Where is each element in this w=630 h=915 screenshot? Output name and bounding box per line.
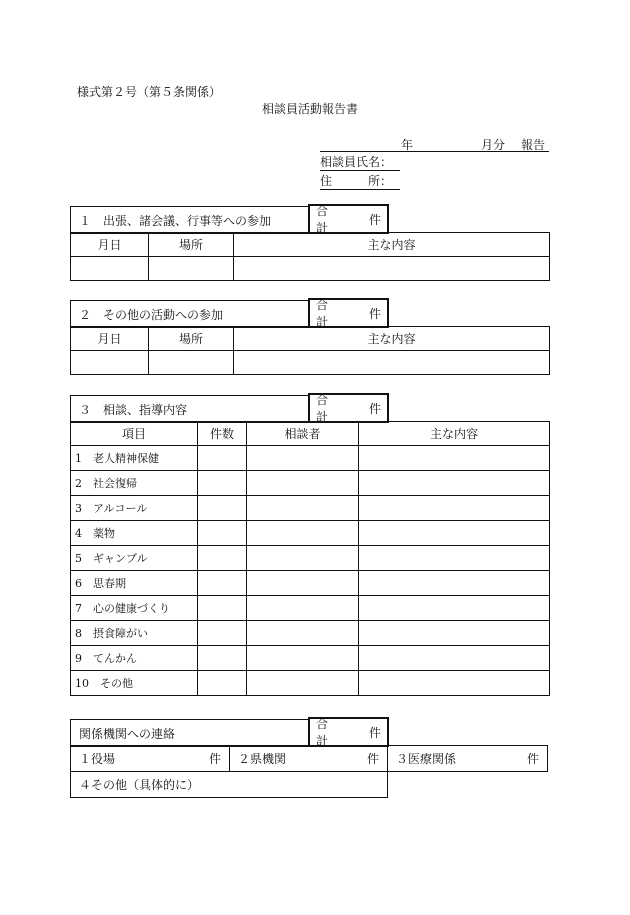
contact-other[interactable] [70, 771, 388, 798]
total-label: 合計 [316, 204, 329, 235]
contact-prefecture[interactable] [229, 745, 388, 772]
count-cell[interactable] [198, 621, 247, 646]
consulter-cell[interactable] [247, 546, 359, 571]
counselor-name-label: 相談員氏名： [320, 153, 400, 171]
count-cell[interactable] [198, 521, 247, 546]
col-item: 項目 [71, 422, 198, 446]
section4-total-box [308, 717, 389, 747]
section4-title: 関係機関への連絡 [70, 719, 308, 747]
content-cell[interactable] [359, 471, 550, 496]
section1-total-box [308, 204, 389, 234]
total-label: 合計 [316, 717, 329, 748]
date-cell[interactable] [71, 351, 149, 375]
consulter-cell[interactable] [247, 596, 359, 621]
section3-total-box [308, 393, 389, 423]
content-cell[interactable] [359, 446, 550, 471]
total-label: 合計 [316, 393, 329, 424]
item-drugs: 4 薬物 [71, 521, 198, 546]
count-cell[interactable] [198, 471, 247, 496]
content-cell[interactable] [234, 257, 550, 281]
item-epilepsy: 9 てんかん [71, 646, 198, 671]
col-content: 主な内容 [359, 422, 550, 446]
place-cell[interactable] [149, 257, 234, 281]
consulter-cell[interactable] [247, 496, 359, 521]
section1-table [70, 232, 550, 281]
consulter-cell[interactable] [247, 521, 359, 546]
col-content: 主な内容 [234, 233, 550, 257]
form-number: 様式第２号（第５条関係） [77, 85, 222, 99]
count-unit: 件 [208, 752, 221, 766]
count-cell[interactable] [198, 446, 247, 471]
year-label: 年 [401, 138, 414, 152]
col-place: 場所 [149, 327, 234, 351]
place-cell[interactable] [149, 351, 234, 375]
contact-town-office[interactable] [70, 745, 230, 772]
consulter-cell[interactable] [247, 471, 359, 496]
document-title: 相談員活動報告書 [262, 102, 359, 116]
content-cell[interactable] [359, 546, 550, 571]
total-label: 合計 [316, 298, 329, 329]
count-unit: 件 [368, 306, 381, 321]
item-other: 10 その他 [71, 671, 198, 696]
count-unit: 件 [368, 401, 381, 416]
count-cell[interactable] [198, 571, 247, 596]
col-consulter: 相談者 [247, 422, 359, 446]
content-cell[interactable] [359, 646, 550, 671]
col-content: 主な内容 [234, 327, 550, 351]
section2-title: ２ その他の活動への参加 [70, 300, 308, 328]
col-place: 場所 [149, 233, 234, 257]
count-cell[interactable] [198, 496, 247, 521]
item-elderly-mental-health: 1 老人精神保健 [71, 446, 198, 471]
date-cell[interactable] [71, 257, 149, 281]
count-cell[interactable] [198, 596, 247, 621]
section2-header [70, 300, 389, 328]
count-unit: 件 [366, 752, 379, 766]
count-unit: 件 [526, 752, 539, 766]
section2-table [70, 326, 550, 375]
contact-label: ４その他（具体的に） [79, 778, 200, 792]
col-date: 月日 [71, 233, 149, 257]
content-cell[interactable] [359, 496, 550, 521]
contact-label: ２県機関 [238, 752, 287, 766]
count-cell[interactable] [198, 671, 247, 696]
section3-table [70, 421, 550, 696]
count-cell[interactable] [198, 646, 247, 671]
report-period-line [320, 137, 549, 152]
section3-header [70, 395, 389, 423]
contact-label: ３医療関係 [396, 752, 457, 766]
content-cell[interactable] [359, 521, 550, 546]
count-unit: 件 [368, 212, 381, 227]
item-mental-wellness: 7 心の健康づくり [71, 596, 198, 621]
contact-label: １役場 [79, 752, 116, 766]
col-count: 件数 [198, 422, 247, 446]
consulter-cell[interactable] [247, 646, 359, 671]
item-gambling: 5 ギャンブル [71, 546, 198, 571]
content-cell[interactable] [234, 351, 550, 375]
count-cell[interactable] [198, 546, 247, 571]
report-label: 報告 [521, 138, 546, 152]
col-date: 月日 [71, 327, 149, 351]
item-adolescence: 6 思春期 [71, 571, 198, 596]
consulter-cell[interactable] [247, 446, 359, 471]
item-social-rehabilitation: 2 社会復帰 [71, 471, 198, 496]
consulter-cell[interactable] [247, 571, 359, 596]
section3-title: ３ 相談、指導内容 [70, 395, 308, 423]
item-eating-disorder: 8 摂食障がい [71, 621, 198, 646]
address-label: 住 所： [320, 172, 400, 190]
content-cell[interactable] [359, 671, 550, 696]
consulter-cell[interactable] [247, 621, 359, 646]
section1-title: １ 出張、諸会議、行事等への参加 [70, 206, 308, 234]
count-unit: 件 [368, 725, 381, 740]
section2-total-box [308, 298, 389, 328]
section4-header [70, 719, 389, 747]
content-cell[interactable] [359, 596, 550, 621]
month-label: 月分 [481, 138, 506, 152]
content-cell[interactable] [359, 621, 550, 646]
item-alcohol: 3 アルコール [71, 496, 198, 521]
contact-medical[interactable] [387, 745, 548, 772]
content-cell[interactable] [359, 571, 550, 596]
section1-header [70, 206, 389, 234]
consulter-cell[interactable] [247, 671, 359, 696]
